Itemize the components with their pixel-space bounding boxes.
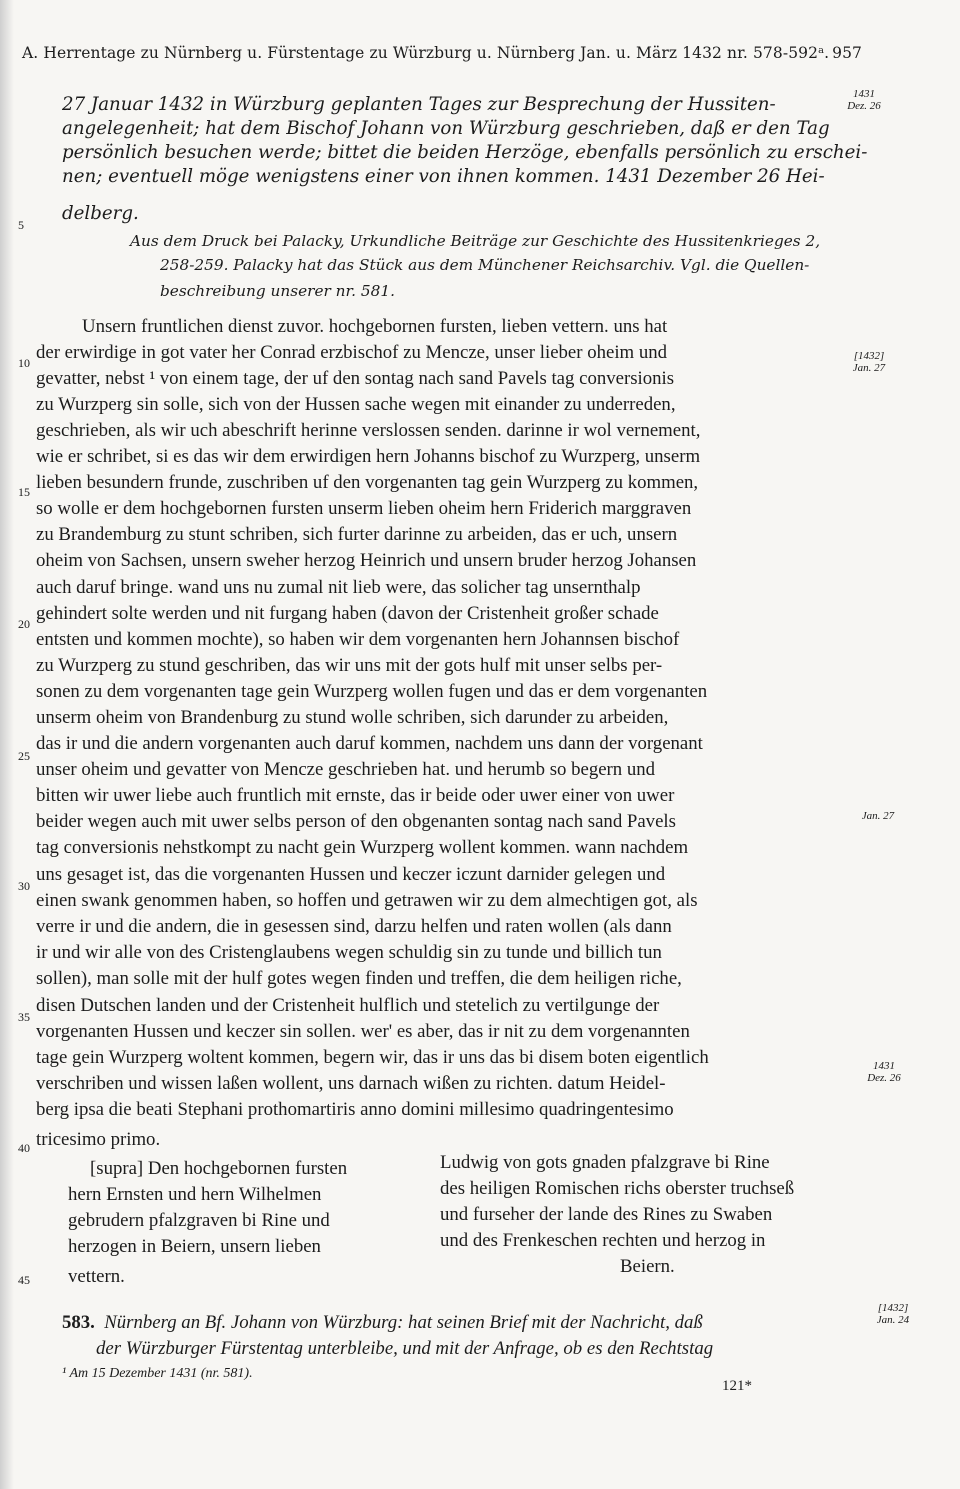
margin-date: Jan. 27	[852, 362, 886, 374]
address-line: [supra] Den hochgebornen fursten	[90, 1158, 348, 1179]
body-line: gehindert solte werden und nit furgang haben (davon der Cristenheit großer schade	[36, 603, 659, 624]
body-line: tricesimo primo.	[36, 1129, 161, 1150]
line-number: 15	[18, 485, 30, 499]
signature-line: und furseher der lande des Rines zu Swaben	[440, 1204, 773, 1225]
body-line: gevatter, nebst ¹ von einem tage, der uf den sontag nach sand Pavels tag conversionis	[36, 368, 675, 389]
summary-line: angelegenheit; hat dem Bischof Johann von Würzburg geschrieben, daß er den Tag	[62, 118, 830, 139]
source-line: Aus dem Druck bei Palacky, Urkundliche Beiträge zur Geschichte des Hussitenkrieges 2,	[130, 232, 821, 250]
body-line: zu Wurzperg sin solle, sich von der Hussen sache wegen mit einander zu underreden,	[36, 394, 676, 415]
margin-date: Dez. 26	[867, 1072, 901, 1084]
body-line: unserm oheim von Brandenburg zu stund wolle schriben, sich darunder zu arbeiden,	[36, 707, 669, 728]
body-line: tage gein Wurzperg woltent kommen, begern wir, das ir uns das bi disem boten eigentlich	[36, 1047, 709, 1068]
signature-line: des heiligen Romischen richs oberster truchseß	[440, 1178, 795, 1199]
summary-line: persönlich besuchen werde; bittet die beiden Herzöge, ebenfalls persönlich zu erschei-	[62, 142, 868, 163]
body-line: beider wegen auch mit uwer selbs person of den obgenanten sontag nach sand Pavels	[36, 811, 676, 832]
body-line: zu Wurzperg zu stund geschriben, das wir uns mit der gots hulf mit unser selbs per-	[36, 655, 663, 676]
body-line: geschrieben, als wir uch abeschrift herinne verslossen senden. darinne ir wol vernement,	[36, 420, 701, 441]
body-line: ir und wir alle von des Cristenglaubens wegen schuldig sin zu tunde und billich tun	[36, 942, 662, 963]
body-line: wie er schribet, si es das wir dem erwirdigen hern Johanns bischof zu Wurzperg, unserm	[36, 446, 701, 467]
printer-signature-mark: 121*	[722, 1378, 752, 1394]
line-number: 45	[18, 1273, 30, 1287]
address-line: vettern.	[68, 1266, 125, 1287]
body-line: entsten und kommen mochte), so haben wir dem vorgenanten hern Johannsen bischof	[36, 629, 680, 650]
body-line: bitten wir uwer liebe auch fruntlich mit ernste, das ir beide oder uwer einer von uwer	[36, 785, 675, 806]
margin-year: [1432]	[853, 350, 885, 362]
signature-line: Ludwig von gots gnaden pfalzgrave bi Rine	[440, 1152, 770, 1173]
doc583-text: Nürnberg an Bf. Johann von Würzburg: hat seinen Brief mit der Nachricht, daß	[104, 1312, 703, 1333]
address-line: hern Ernsten und hern Wilhelmen	[68, 1184, 322, 1205]
margin-year: 1431	[853, 88, 875, 100]
running-title: A. Herrentage zu Nürnberg u. Fürstentage zu Würzburg u. Nürnberg Jan. u. März 1432 nr. 578-592ᵃ.	[22, 44, 830, 62]
body-line: so wolle er dem hochgebornen fursten unserm lieben oheim hern Friderich marggraven	[36, 498, 692, 519]
margin-date-note	[858, 1060, 910, 1084]
body-line: verre ir und die andern, die in gesessen sind, darzu helfen und raten wollen (als dann	[36, 916, 672, 937]
page-number: 957	[832, 44, 862, 62]
doc583-line	[62, 1312, 703, 1334]
source-line: 258-259. Palacky hat das Stück aus dem Münchener Reichsarchiv. Vgl. die Quellen-	[160, 256, 810, 274]
body-line: sonen zu dem vorgenanten tage gein Wurzperg wollen fugen und das er dem vorgenanten	[36, 681, 708, 702]
body-line: der erwirdige in got vater her Conrad erzbischof zu Mencze, unser lieber oheim und	[36, 342, 668, 363]
doc583-line: der Würzburger Fürstentag unterbleibe, und mit der Anfrage, ob es den Rechtstag	[96, 1338, 714, 1359]
address-line: herzogen in Beiern, unsern lieben	[68, 1236, 321, 1257]
margin-date-note	[852, 810, 904, 822]
summary-line: delberg.	[62, 203, 139, 224]
body-line: berg ipsa die beati Stephani prothomartiris anno domini millesimo quadringentesimo	[36, 1099, 674, 1120]
line-number: 40	[18, 1141, 30, 1155]
body-line: auch daruf bringe. wand uns nu zumal nit lieb were, das solicher tag unsernthalp	[36, 577, 641, 598]
line-number: 30	[18, 879, 30, 893]
margin-date: Dez. 26	[847, 100, 881, 112]
document-number: 583.	[62, 1312, 95, 1333]
line-number: 35	[18, 1010, 30, 1024]
signature-line: und des Frenkeschen rechten und herzog in	[440, 1230, 766, 1251]
body-line: oheim von Sachsen, unsern sweher herzog Heinrich und unsern bruder herzog Johansen	[36, 550, 697, 571]
margin-date-note	[866, 1302, 920, 1326]
margin-year: [1432]	[877, 1302, 909, 1314]
line-number: 5	[18, 218, 24, 232]
body-line: vorgenanten Hussen und keczer sin sollen. wer' es aber, das ir nit zu dem vorgenannten	[36, 1021, 690, 1042]
body-line: zu Brandemburg zu stunt schriben, sich furter darinne zu arbeiden, das er uch, unsern	[36, 524, 678, 545]
summary-line: 27 Januar 1432 in Würzburg geplanten Tages zur Besprechung der Hussiten-	[62, 94, 776, 115]
body-line: uns gesaget ist, das die vorgenanten Hussen und keczer iczunt darnider gelegen und	[36, 864, 666, 885]
footnote: ¹ Am 15 Dezember 1431 (nr. 581).	[62, 1366, 253, 1381]
margin-date-note	[844, 350, 894, 374]
margin-date-note	[838, 88, 890, 112]
signature-line: Beiern.	[620, 1256, 675, 1277]
body-line: einen swank genommen haben, so hoffen und getrawen wir zu dem almechtigen got, als	[36, 890, 698, 911]
line-number: 25	[18, 749, 30, 763]
margin-year: 1431	[873, 1060, 895, 1072]
margin-date: Jan. 24	[876, 1314, 910, 1326]
body-line: Unsern fruntlichen dienst zuvor. hochgebornen fursten, lieben vettern. uns hat	[82, 316, 668, 337]
summary-line: nen; eventuell möge wenigstens einer von ihnen kommen. 1431 Dezember 26 Hei-	[62, 166, 825, 187]
body-line: sollen), man solle mit der hulf gotes wegen finden und treffen, die dem heiligen riche,	[36, 968, 682, 989]
body-line: lieben besundern frunde, zuschriben uf den vorgenanten tag gein Wurzperg zu kommen,	[36, 472, 699, 493]
running-header	[22, 44, 862, 62]
address-line: gebrudern pfalzgraven bi Rine und	[68, 1210, 330, 1231]
margin-date: Jan. 27	[861, 810, 895, 822]
body-line: disen Dutschen landen und der Cristenheit hulflich und stetelich zu vertilgunge der	[36, 995, 660, 1016]
line-number: 10	[18, 356, 30, 370]
source-line: beschreibung unserer nr. 581.	[160, 282, 395, 300]
page-gutter-shadow	[0, 0, 14, 1489]
body-line: unser oheim und gevatter von Mencze geschrieben hat. und herumb so begern und	[36, 759, 656, 780]
body-line: tag conversionis nehstkompt zu nacht gein Wurzperg wollent kommen. wann nachdem	[36, 837, 689, 858]
body-line: das ir und die andern vorgenanten auch daruf kommen, nachdem uns dann der vorgenant	[36, 733, 703, 754]
body-line: verschriben und wissen laßen wollent, uns darnach wißen zu richten. datum Heidel-	[36, 1073, 666, 1094]
line-number: 20	[18, 617, 30, 631]
